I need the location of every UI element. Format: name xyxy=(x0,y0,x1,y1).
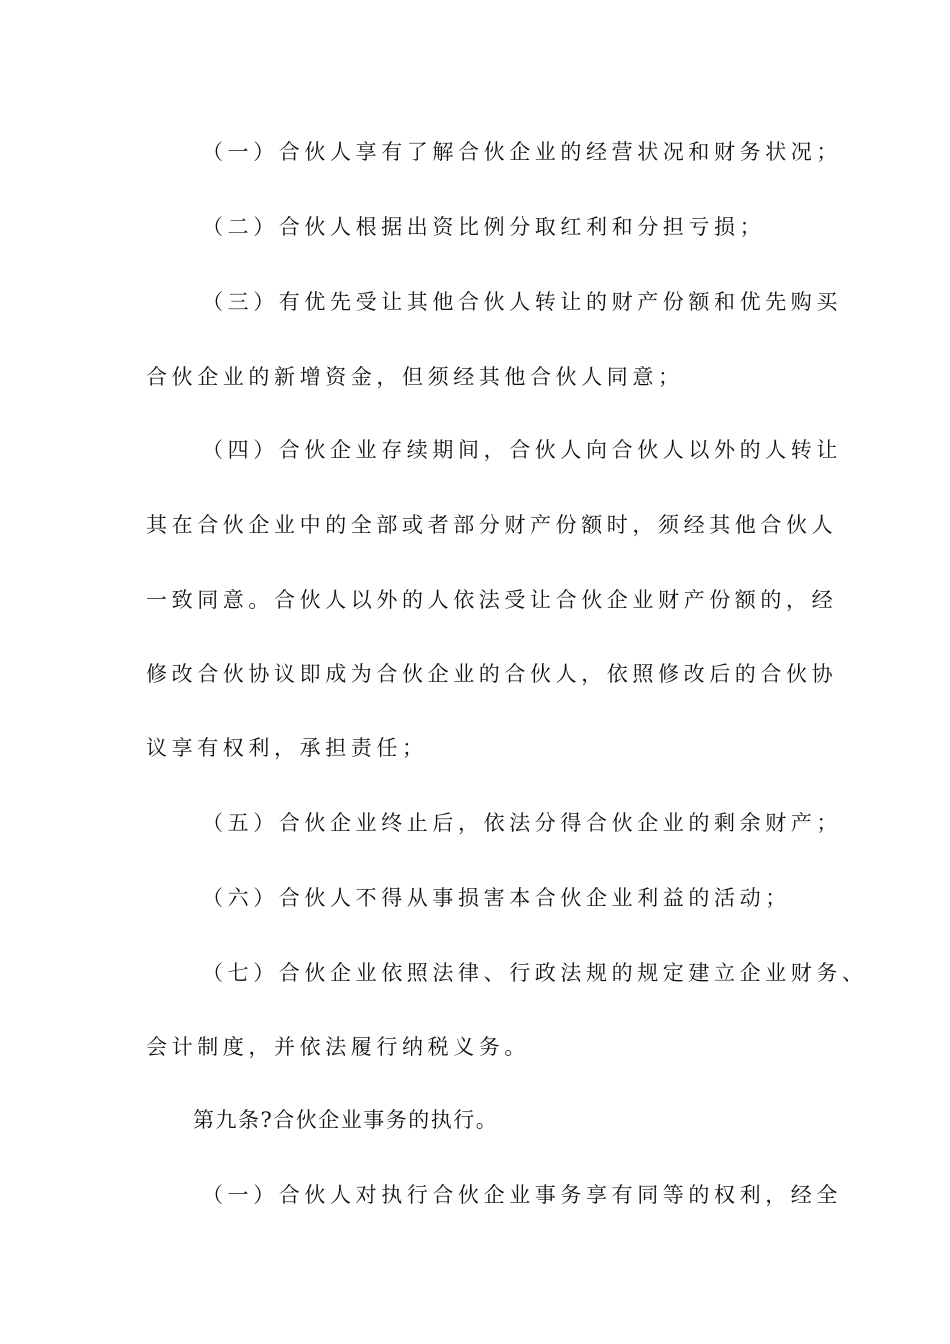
paragraph-line: 合伙企业的新增资金，但须经其他合伙人同意； xyxy=(146,365,684,389)
paragraph-line: 会计制度，并依法履行纳税义务。 xyxy=(146,1035,530,1059)
paragraph-line: 其在合伙企业中的全部或者部分财产份额时，须经其他合伙人 xyxy=(146,513,838,537)
paragraph-line: 议享有权利，承担责任； xyxy=(146,736,428,760)
paragraph-line: （六）合伙人不得从事损害本合伙企业利益的活动； xyxy=(202,886,791,910)
paragraph-line: （一）合伙人享有了解合伙企业的经营状况和财务状况； xyxy=(202,140,842,164)
paragraph-line: 修改合伙协议即成为合伙企业的合伙人，依照修改后的合伙协 xyxy=(146,662,838,686)
paragraph-line: （三）有优先受让其他合伙人转让的财产份额和优先购买 xyxy=(202,290,842,314)
paragraph-line: （七）合伙企业依照法律、行政法规的规定建立企业财务、 xyxy=(202,961,868,985)
paragraph-line: （五）合伙企业终止后，依法分得合伙企业的剩余财产； xyxy=(202,811,842,835)
paragraph-line: （一）合伙人对执行合伙企业事务享有同等的权利，经全 xyxy=(202,1183,842,1207)
paragraph-line: （四）合伙企业存续期间，合伙人向合伙人以外的人转让 xyxy=(202,438,842,462)
article-heading: 第九条?合伙企业事务的执行。 xyxy=(193,1108,499,1132)
paragraph-line: 一致同意。合伙人以外的人依法受让合伙企业财产份额的，经 xyxy=(146,588,838,612)
paragraph-line: （二）合伙人根据出资比例分取红利和分担亏损； xyxy=(202,215,766,239)
